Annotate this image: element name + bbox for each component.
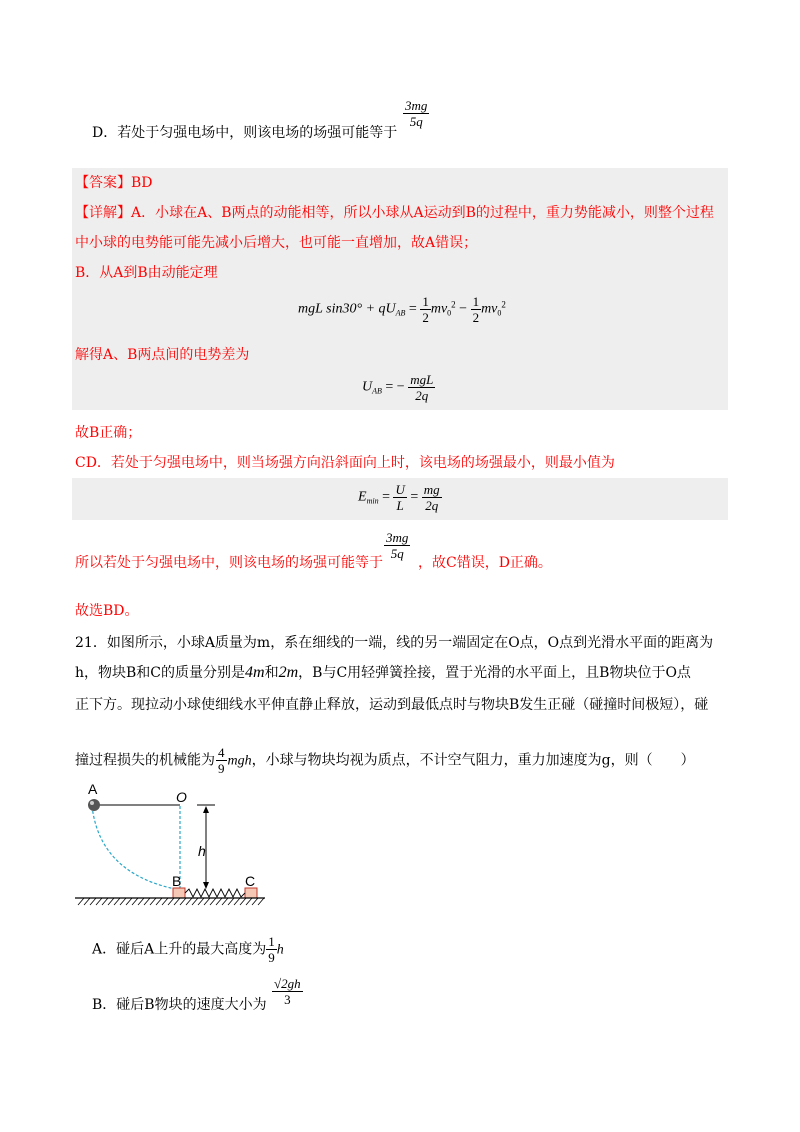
label-c: C xyxy=(245,873,256,889)
detail-line-2: 中小球的电势能可能先减小后增大，也可能一直增加，故A错误； xyxy=(75,235,478,251)
eq1-left: mgL sin30° + qU xyxy=(298,301,396,317)
fraction-denominator: 5q xyxy=(409,114,423,129)
label-b: B xyxy=(172,873,182,889)
q21-option-a: A．碰后A上升的最大高度为 $\frac{1}{9}$ h xyxy=(92,934,284,965)
label-a: A xyxy=(88,781,98,797)
eq3-fraction-2: $\frac{mg}{2q}$ xyxy=(423,482,440,513)
q21-line-3: 正下方。现拉动小球使细线水平伸直静止释放，运动到最低点时与物块B发生正碰（碰撞时间极短），碰 xyxy=(75,697,709,713)
solve-line: 解得A、B两点间的电势差为 xyxy=(75,347,250,363)
eq1-half-1: $\frac{1}{2}$ xyxy=(422,294,429,325)
option-b-fraction: $\frac{√2gh}{3}$ xyxy=(274,976,301,1007)
b-correct-line: 故B正确； xyxy=(75,425,142,441)
spring xyxy=(185,889,245,897)
option-a-fraction: $\frac{1}{9}$ xyxy=(268,934,275,965)
equation-potential-difference: $U_{AB}$ = − $\frac{\text{mgL}}{2q}$ xyxy=(362,372,434,403)
equation-min-field: $E_{min}$ = $\frac{U}{L}$ = $\frac{mg}{2q}$ xyxy=(358,482,440,513)
fraction-numerator: 3mg xyxy=(405,98,428,113)
block-b xyxy=(173,888,185,898)
cd-conclusion-fraction: $\frac{3mg}{5q}$ xyxy=(386,530,409,561)
option-d-text: D．若处于匀强电场中，则该电场的场强可能等于 xyxy=(92,125,398,141)
equation-energy-theorem: mgL $\sin 30^\circ + qU_{AB}$ = $\frac{1}{2}$ $mv_0^2$ − $\frac{1}{2}$ $mv_0^2$ xyxy=(298,294,506,325)
eq1-mv-1: mv xyxy=(430,301,448,317)
label-o: O xyxy=(176,789,187,805)
eq1-half-2: $\frac{1}{2}$ xyxy=(472,294,480,325)
q21-line-2: h，物块B和C的质量分别是4m和2m，B与C用轻弹簧拴接，置于光滑的水平面上，且B物块位于O点 xyxy=(75,664,691,681)
option-d-fraction xyxy=(403,98,429,129)
pendulum-spring-figure xyxy=(70,780,270,910)
cd-analysis-line: CD．若处于匀强电场中，则当场强方向沿斜面向上时，该电场的场强最小，则最小值为 xyxy=(75,455,615,471)
q21-line-1: 21．如图所示，小球A质量为m，系在细线的一端，线的另一端固定在O点，O点到光滑水平面的距离为 xyxy=(75,635,714,651)
eq2-fraction: $\frac{\text{mgL}}{2q}$ xyxy=(410,372,434,403)
ground-hatching xyxy=(78,898,264,905)
q21-line-4: 撞过程损失的机械能为 $\frac{4}{9}$ mgh，小球与物块均视为质点，不计空气阻力，重力加速度为g，则（ ） xyxy=(75,745,695,776)
answer-label: 【答案】BD xyxy=(75,175,153,191)
eq3-fraction-1: $\frac{U}{L}$ xyxy=(395,482,405,513)
cd-conclusion-tail: ，故C错误，D正确。 xyxy=(418,555,552,571)
cd-conclusion: 所以若处于匀强电场中，则该电场的场强可能等于 xyxy=(75,555,383,571)
option-d xyxy=(92,122,397,142)
ball-a xyxy=(88,799,100,811)
swing-arc xyxy=(92,806,180,890)
label-h: h xyxy=(198,843,206,859)
detail-line-1: 【详解】A．小球在A、B两点的动能相等，所以小球从A运动到B的过程中，重力势能减小，则整个过程 xyxy=(75,205,714,221)
option-b-analysis: B．从A到B由动能定理 xyxy=(75,265,218,281)
final-choice: 故选BD。 xyxy=(75,603,139,619)
block-c xyxy=(245,888,257,898)
q21-loss-fraction: $\frac{4}{9}$ xyxy=(218,745,225,776)
eq1-mv-2: mv xyxy=(481,301,498,317)
eq1-subscript: AB xyxy=(395,308,406,318)
q21-option-b: B．碰后B物块的速度大小为 xyxy=(92,997,267,1013)
